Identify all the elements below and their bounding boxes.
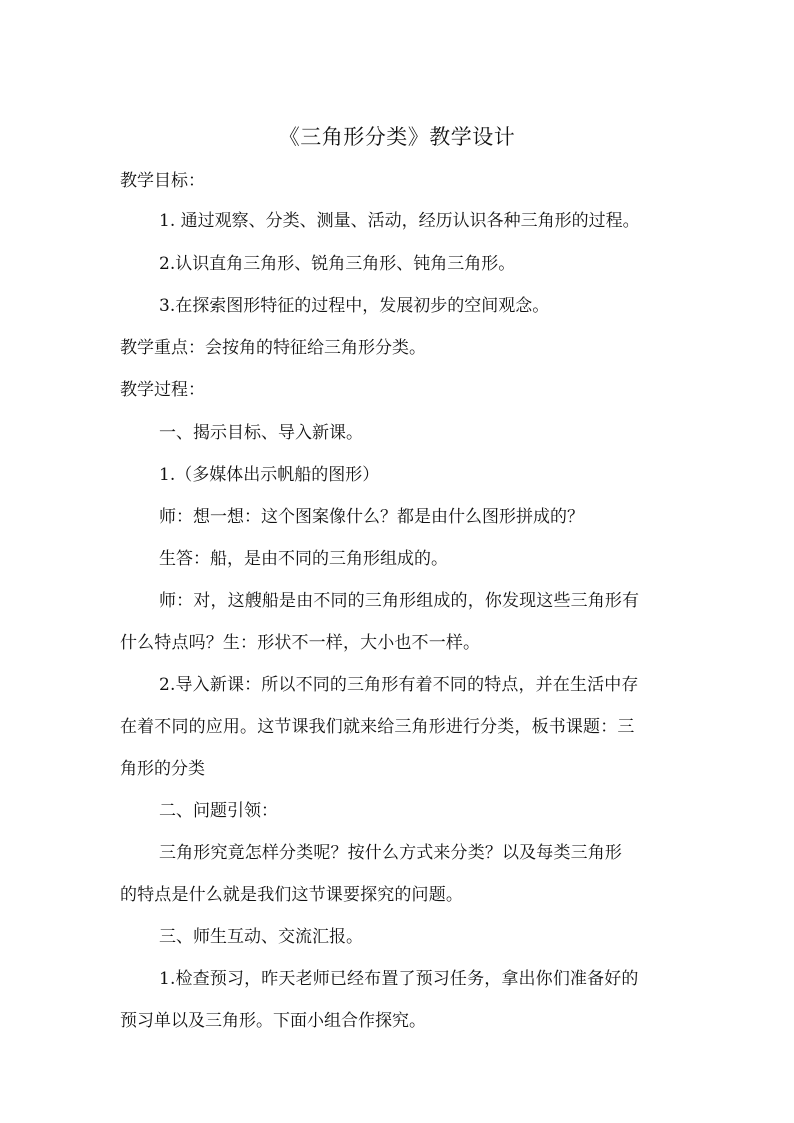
paragraph-line: 在着不同的应用。这节课我们就来给三角形进行分类，板书课题：三 [120, 717, 635, 737]
section-heading-teaching-goals: 教学目标： [120, 171, 205, 191]
paragraph-line: 角形的分类 [120, 759, 205, 779]
goal-item-1: 1. 通过观察、分类、测量、活动，经历认识各种三角形的过程。 [159, 211, 640, 231]
paragraph-line: 的特点是什么就是我们这节课要探究的问题。 [120, 885, 463, 905]
paragraph-line: 师：对，这艘船是由不同的三角形组成的，你发现这些三角形有 [159, 591, 640, 611]
paragraph-line: 什么特点吗？生：形状不一样，大小也不一样。 [120, 633, 481, 653]
paragraph-line: 师：想一想：这个图案像什么？都是由什么图形拼成的？ [159, 507, 584, 527]
paragraph-line: 三角形究竟怎样分类呢？按什么方式来分类？以及每类三角形 [159, 843, 623, 863]
step-heading-1: 一、揭示目标、导入新课。 [159, 423, 363, 443]
paragraph-line: 预习单以及三角形。下面小组合作探究。 [120, 1011, 426, 1031]
paragraph-line: 1.检查预习，昨天老师已经布置了预习任务，拿出你们准备好的 [159, 969, 639, 989]
section-heading-teaching-process: 教学过程： [120, 380, 205, 400]
goal-item-3: 3.在探索图形特征的过程中，发展初步的空间观念。 [159, 296, 550, 316]
step-heading-3: 三、师生互动、交流汇报。 [159, 927, 363, 947]
paragraph-line: 生答：船，是由不同的三角形组成的。 [159, 549, 448, 569]
paragraph-line: 1.（多媒体出示帆船的图形） [159, 465, 380, 485]
document-title: 《三角形分类》教学设计 [278, 125, 516, 149]
paragraph-line: 2.导入新课：所以不同的三角形有着不同的特点，并在生活中存 [159, 675, 639, 695]
section-heading-teaching-focus: 教学重点：会按角的特征给三角形分类。 [120, 338, 426, 358]
step-heading-2: 二、问题引领： [159, 801, 278, 821]
goal-item-2: 2.认识直角三角形、锐角三角形、钝角三角形。 [159, 254, 516, 274]
